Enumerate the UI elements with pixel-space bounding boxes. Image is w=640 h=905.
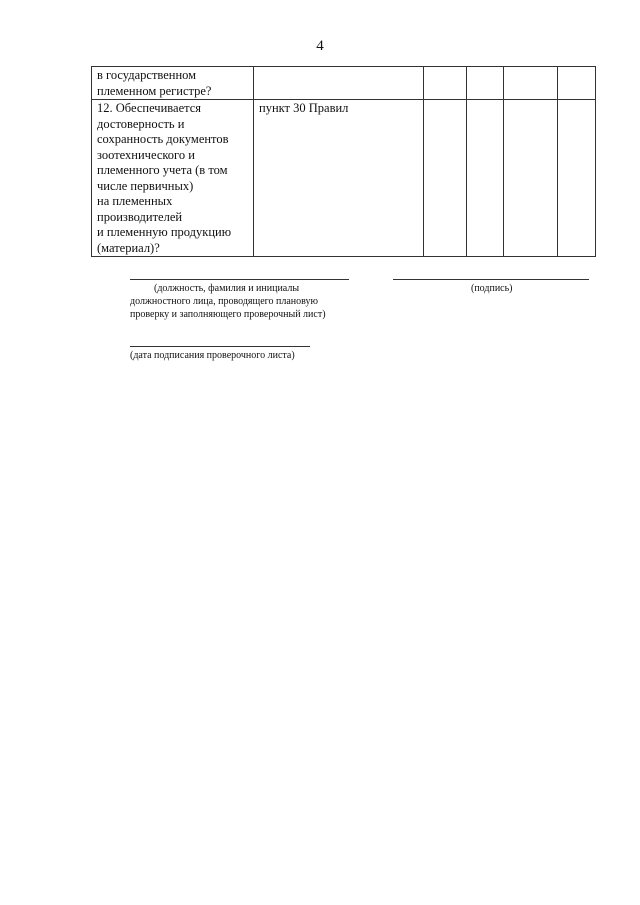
official-caption-line-1: (должность, фамилия и инициалы: [154, 283, 300, 294]
requirement-cell: пункт 30 Правил: [254, 100, 424, 257]
official-caption-line-2: должностного лица, проводящего плановую: [130, 296, 318, 307]
answer-cell-no: [467, 100, 504, 257]
signature-caption: (подпись): [471, 283, 513, 294]
official-name-line: [130, 279, 349, 280]
answer-cell-note: [558, 67, 596, 100]
answer-cell-not-applicable: [504, 100, 558, 257]
question-cell: в государственном племенном регистре?: [92, 67, 254, 100]
answer-cell-no: [467, 67, 504, 100]
requirement-cell: [254, 67, 424, 100]
checklist-table: [91, 66, 596, 257]
answer-cell-not-applicable: [504, 67, 558, 100]
answer-cell-yes: [424, 100, 467, 257]
table-row: [92, 100, 596, 257]
page-number: 4: [316, 38, 324, 54]
answer-cell-note: [558, 100, 596, 257]
signature-line: [393, 279, 589, 280]
official-caption-line-3: проверку и заполняющего проверочный лист): [130, 309, 326, 320]
question-cell: 12. Обеспечивается достоверность и сохранность документов зоотехнического и племенного учета (в том числе первичных) на племенных производителей и племенную продукцию (материал)?: [92, 100, 254, 257]
date-caption: (дата подписания проверочного листа): [130, 350, 295, 361]
date-line: [130, 346, 310, 347]
table-row: [92, 67, 596, 100]
answer-cell-yes: [424, 67, 467, 100]
